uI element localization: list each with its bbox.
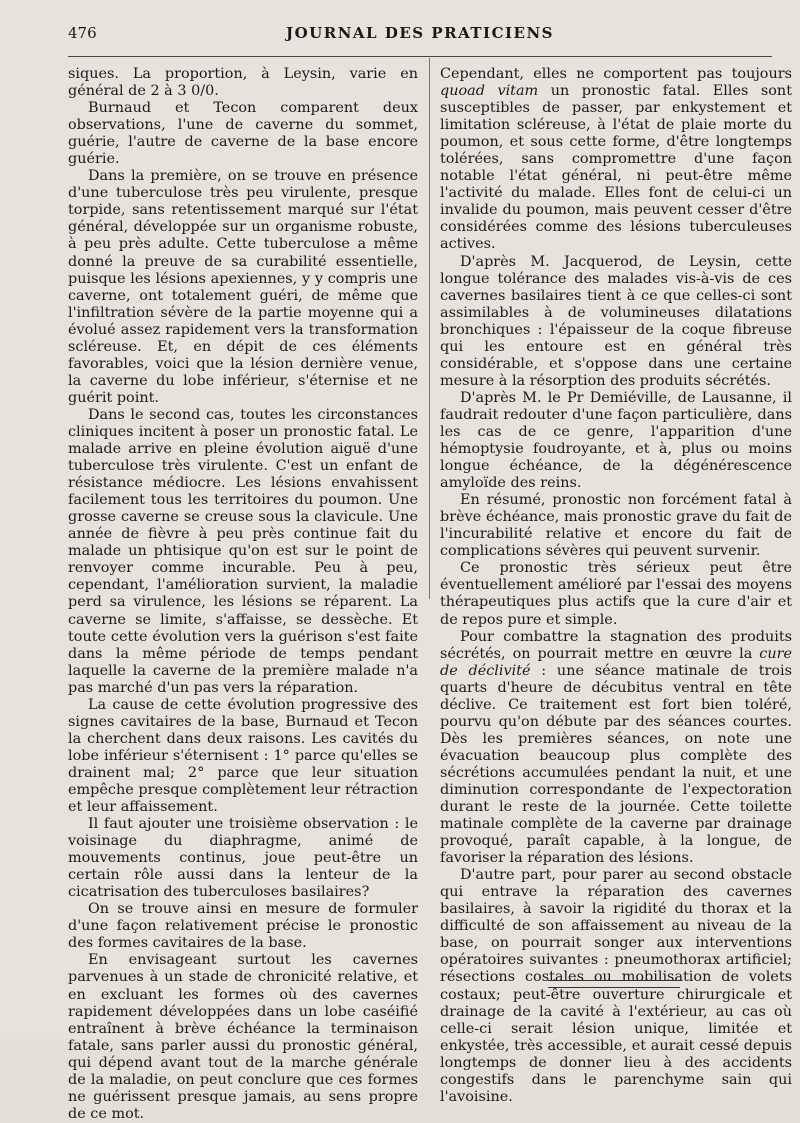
running-title: JOURNAL DES PRATICIENS <box>286 24 554 42</box>
paragraph: D'après M. Jacquerod, de Leysin, cette longue tolérance des malades vis-à-vis de ces cavernes basilaires tient à ce que celles-ci sont assimilables à de volumineuses dilatations bronchiques : l'épaisseur de la coque fibreuse qui les entoure est en général très considérable, et s'oppose dans une certaine mesure à la résorption des produits sécrétés. <box>440 253 792 389</box>
paragraph <box>440 629 792 868</box>
text-run: Cependant, elles ne comportent pas toujours <box>440 66 792 82</box>
paragraph: Dans la première, on se trouve en présence d'une tuberculose très peu virulente, presque torpide, sans retentissement marqué sur l'état général, développée sur un organisme robuste, à peu près adulte. Cette tuberculose a même donné la preuve de sa curabilité essentielle, puisque les lésions apexiennes, y y compris une caverne, ont totalement guéri, de même que l'infiltration sévère de la partie moyenne qui a évolué assez rapidement vers la transformation scléreuse. Et, en dépit de ces éléments favorables, voici que la lésion dernière venue, la caverne du lobe inférieur, s'éternise et ne guérit point. <box>68 168 418 406</box>
column-divider <box>429 58 430 599</box>
paragraph: En envisageant surtout les cavernes parvenues à un stade de chronicité relative, et en excluant les formes où des cavernes rapidement développées dans un lobe caséifié entraînent à brève échéance la terminaison fatale, sans parler aussi du pronostic général, qui dépend avant tout de la marche générale de la maladie, on peut conclure que ces formes ne guérissent presque jamais, au sens propre de ce mot. <box>68 952 418 1122</box>
paragraph: Ce pronostic très sérieux peut être éventuellement amélioré par l'essai des moyens thérapeutiques plus actifs que la cure d'air et de repos pure et simple. <box>440 560 792 628</box>
left-column <box>68 66 418 1123</box>
text-run: : une séance matinale de trois quarts d'heure de décubitus ventral en tête déclive. Ce traitement est fort bien toléré, pourvu qu'on débute par des séances courtes. Dès les premières séances, on note une évacuation beaucoup plus complète des sécrétions accumulées pendant la nuit, et une diminution correspondante de l'expectoration durant le reste de la journée. Cette toilette matinale complète de la caverne par drainage provoqué, paraît capable, à la longue, de favoriser la réparation des lésions. <box>440 662 793 867</box>
paragraph: La cause de cette évolution progressive des signes cavitaires de la base, Burnaud et Tecon la cherchent dans deux raisons. Les cavités du lobe inférieur s'éternisent : 1° parce qu'elles se drainent mal; 2° parce que leur situation empêche presque complètement leur rétraction et leur affaissement. <box>68 696 418 816</box>
page-header <box>68 24 772 48</box>
paragraph: En résumé, pronostic non forcément fatal à brève échéance, mais pronostic grave du fait de l'incurabilité relative et encore du fait de complications sévères qui peuvent survenir. <box>440 492 792 560</box>
text-run: Pour combattre la stagnation des produits sécrétés, on pourrait mettre en œuvre la <box>440 628 792 662</box>
paragraph: D'autre part, pour parer au second obstacle qui entrave la réparation des cavernes basilaires, à savoir la rigidité du thorax et la difficulté de son affaissement au niveau de la base, on pourrait songer aux interventions opératoires suivantes : pneumothorax artificiel; résections costales ou mobilisation de volets costaux; peut-être ouverture chirurgicale et drainage de la cavité à l'extérieur, au cas où celle-ci serait lésion unique, limitée et enkystée, très accessible, et aurait cessé depuis longtemps de donner lieu à des accidents congestifs dans le parenchyme sain qui l'avoisine. <box>440 867 792 1105</box>
paragraph: Burnaud et Tecon comparent deux observations, l'une de caverne du sommet, guérie, l'autre de caverne de la base encore guérie. <box>68 100 418 168</box>
right-column <box>440 66 792 1106</box>
paragraph: D'après M. le Pr Demiéville, de Lausanne, il faudrait redouter d'une façon particulière, dans les cas de ce genre, l'apparition d'une hémoptysie foudroyante, et à, plus ou moins longue échéance, de la dégénérescence amyloïde des reins. <box>440 389 792 492</box>
paragraph: siques. La proportion, à Leysin, varie en général de 2 à 3 0/0. <box>68 66 418 100</box>
italic-phrase: cure de déclivité <box>440 645 792 679</box>
paragraph: Il faut ajouter une troisième observation : le voisinage du diaphragme, animé de mouvements continus, joue peut-être un certain rôle aussi dans la lenteur de la cicatrisation des tuberculoses basilaires? <box>68 816 418 901</box>
paragraph: On se trouve ainsi en mesure de formuler d'une façon relativement précise le pronostic des formes cavitaires de la base. <box>68 901 418 952</box>
end-of-article-rule <box>548 980 680 988</box>
page-number: 476 <box>68 24 97 42</box>
text-run: un pronostic fatal. Elles sont susceptibles de passer, par enkystement et limitation scléreuse, à l'état de plaie morte du poumon, et sous cette forme, d'être longtemps tolérées, sans compromettre d'une façon notable l'état général, ni peut-être même l'activité du malade. Elles font de celui-ci un invalide du poumon, mais peuvent cesser d'être considérées comme des lésions tuberculeuses actives. <box>440 83 792 253</box>
italic-phrase: quoad vitam <box>440 83 539 100</box>
paragraph <box>440 66 792 254</box>
paragraph: Dans le second cas, toutes les circonstances cliniques incitent à poser un pronostic fatal. Le malade arrive en pleine évolution aiguë d'une tuberculose très virulente. C'est un enfant de résistance médiocre. Les lésions envahissent facilement tous les territoires du poumon. Une grosse caverne se creuse sous la clavicule. Une année de fièvre à peu près continue fait du malade un phtisique qu'on est sur le point de renvoyer comme incurable. Peu à peu, cependant, l'amélioration survient, la maladie perd sa virulence, les lésions se réparent. La caverne se limite, s'affaisse, se dessèche. Et toute cette évolution vers la guérison s'est faite dans la même période de temps pendant laquelle la caverne de la première malade n'a pas marché d'un pas vers la réparation. <box>68 406 418 696</box>
header-rule <box>68 56 772 57</box>
